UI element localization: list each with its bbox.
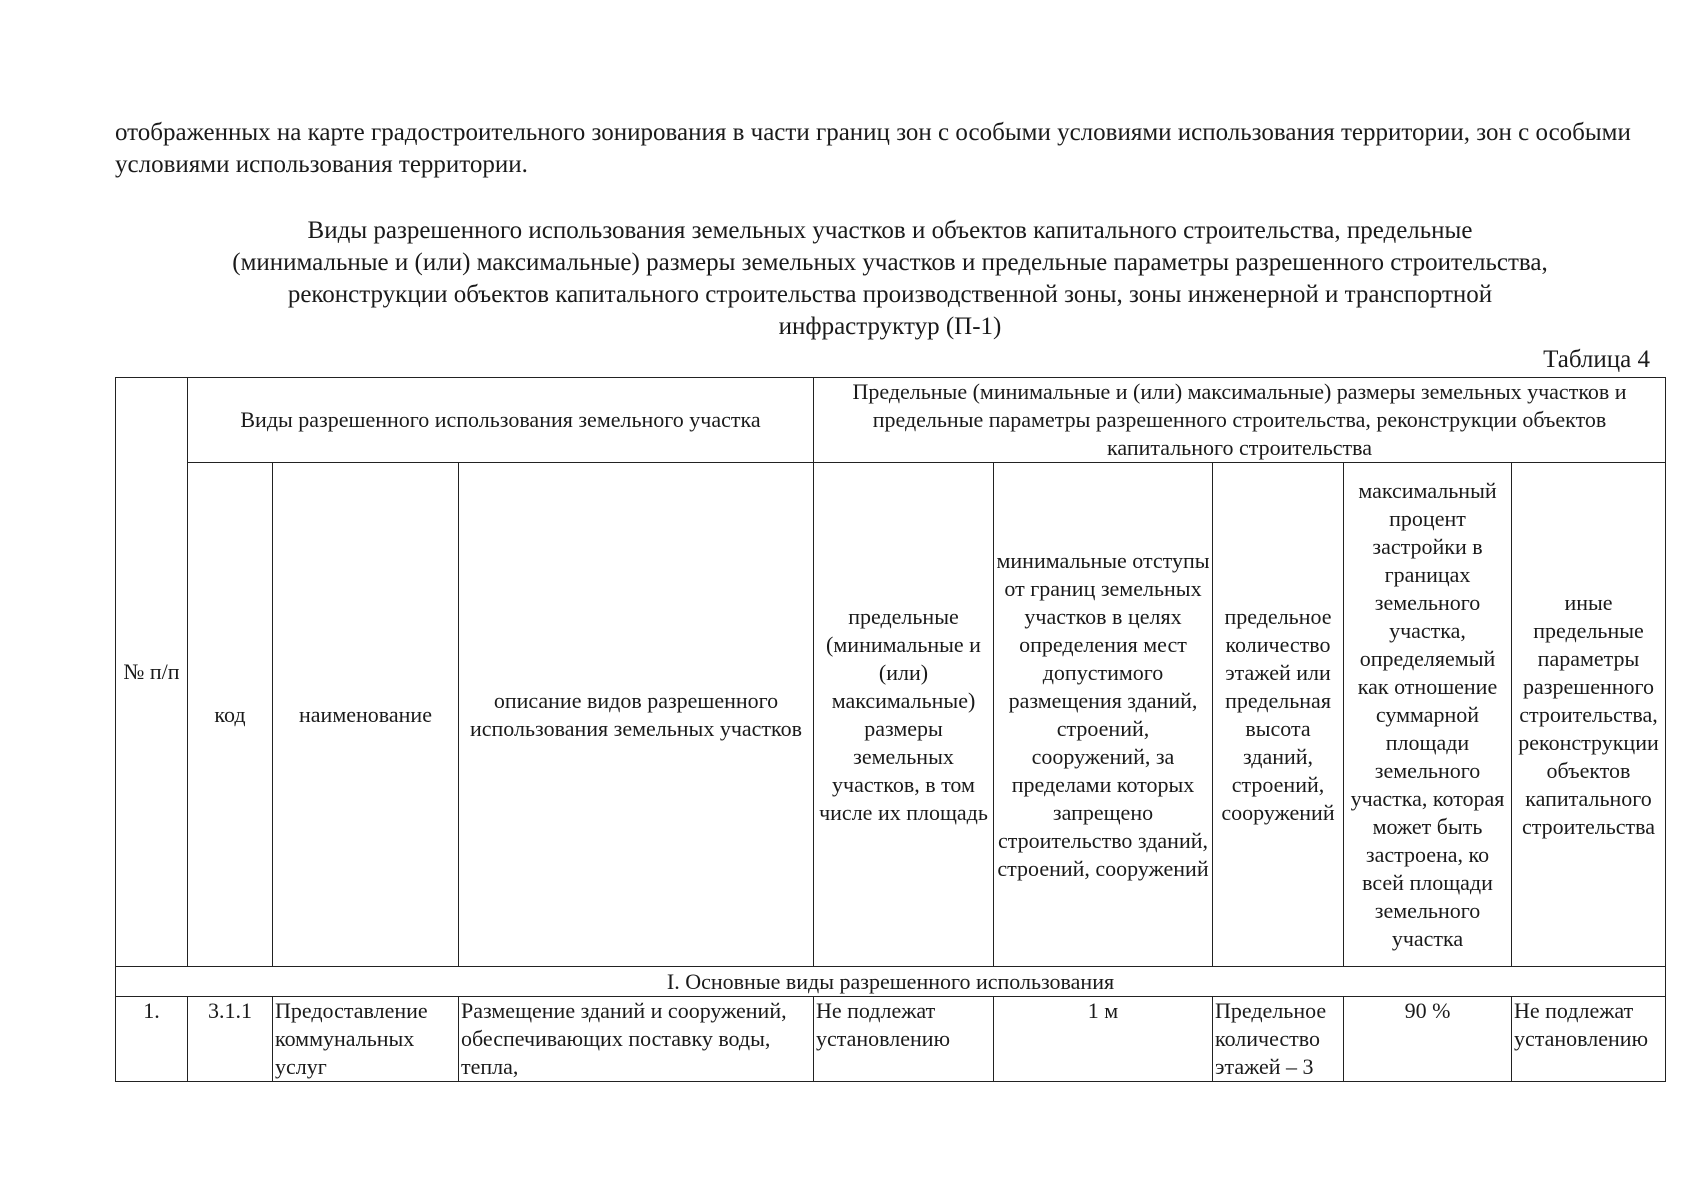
heading-line: реконструкции объектов капитального строительства производственной зоны, зоны инженерной и транспортной bbox=[287, 281, 1493, 308]
header-num: № п/п bbox=[116, 378, 188, 967]
cell-code: 3.1.1 bbox=[188, 997, 273, 1082]
cell-description: Размещение зданий и сооружений, обеспечивающих поставку воды, тепла, bbox=[459, 997, 814, 1082]
header-other: иные предельные параметры разрешенного строительства, реконструкции объектов капитального строительства bbox=[1512, 463, 1666, 967]
table-heading bbox=[115, 215, 1665, 343]
table-label: Таблица 4 bbox=[1543, 346, 1650, 373]
cell-name: Предоставление коммунальных услуг bbox=[273, 997, 459, 1082]
header-group-permitted-uses: Виды разрешенного использования земельного участка bbox=[188, 378, 814, 463]
header-name: наименование bbox=[273, 463, 459, 967]
cell-plot-size: Не подлежат установлению bbox=[814, 997, 994, 1082]
cell-floors: Предельное количество этажей – 3 bbox=[1213, 997, 1344, 1082]
land-use-table bbox=[115, 377, 1666, 1082]
header-plot-size: предельные (минимальные и (или) максимальные) размеры земельных участков, в том числе их площадь bbox=[814, 463, 994, 967]
header-coverage: максимальный процент застройки в границах земельного участка, определяемый как отношение суммарной площади земельного участка, которая может быть застроена, ко всей площади земельного участка bbox=[1344, 463, 1512, 967]
intro-paragraph: отображенных на карте градостроительного зонирования в части границ зон с особыми условиями использования территории, зон с особыми условиями использования территории. bbox=[115, 119, 1631, 178]
cell-num: 1. bbox=[116, 997, 188, 1082]
header-description: описание видов разрешенного использования земельных участков bbox=[459, 463, 814, 967]
header-group-limits: Предельные (минимальные и (или) максимальные) размеры земельных участков и предельные параметры разрешенного строительства, реконструкции объектов капитального строительства bbox=[814, 378, 1666, 463]
section-title: I. Основные виды разрешенного использования bbox=[116, 967, 1666, 997]
heading-line: Виды разрешенного использования земельных участков и объектов капитального строительства, предельные bbox=[307, 217, 1473, 244]
cell-other: Не подлежат установлению bbox=[1512, 997, 1666, 1082]
heading-line: инфраструктур (П-1) bbox=[778, 313, 1002, 340]
cell-setback: 1 м bbox=[994, 997, 1213, 1082]
header-setback: минимальные отступы от границ земельных участков в целях определения мест допустимого размещения зданий, строений, сооружений, за пределами которых запрещено строительство зданий, строений, сооружений bbox=[994, 463, 1213, 967]
header-code: код bbox=[188, 463, 273, 967]
table-row bbox=[116, 997, 1666, 1082]
cell-coverage: 90 % bbox=[1344, 997, 1512, 1082]
header-floors: предельное количество этажей или предельная высота зданий, строений, сооружений bbox=[1213, 463, 1344, 967]
heading-line: (минимальные и (или) максимальные) размеры земельных участков и предельные параметры разрешенного строительства, bbox=[232, 249, 1548, 276]
